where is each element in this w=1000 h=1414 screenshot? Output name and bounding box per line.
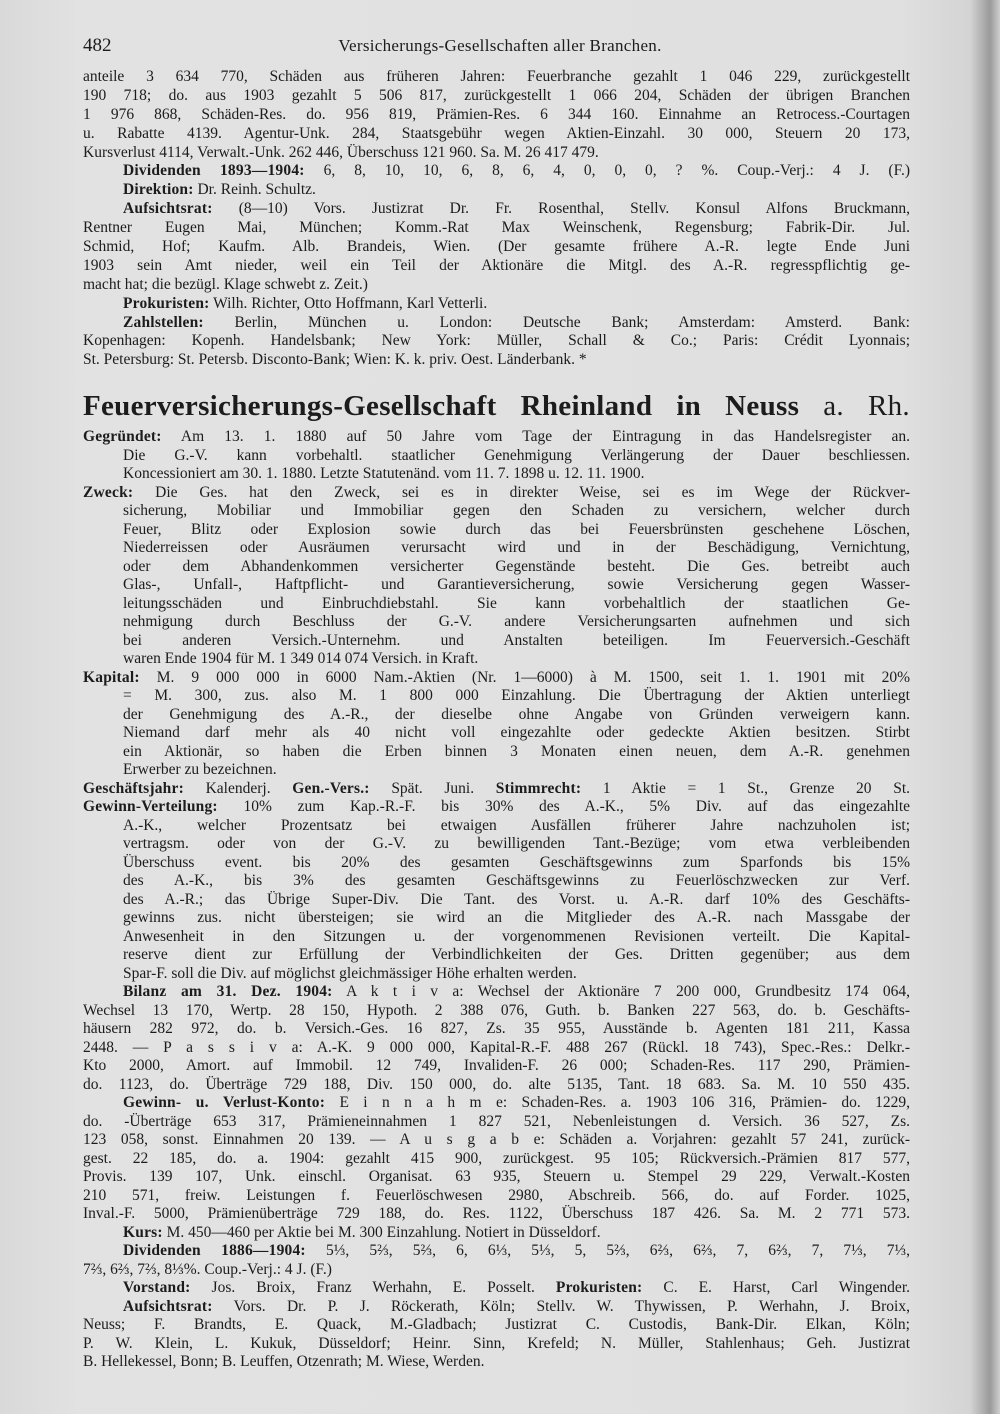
paragraph-line: A.-K., welcher Prozentsatz bei etwaigen Ausfällen früherer Jahre nachzuholen ist;	[123, 816, 910, 834]
section-text: 5⅓, 5⅔, 5⅔, 6, 6⅓, 5⅓, 5, 5⅔, 6⅔, 6⅔, 7, 6⅔, 7, 7⅓, 7⅓,	[325, 1242, 910, 1259]
section-label: Bilanz am 31. Dez. 1904:	[123, 983, 333, 1000]
paragraph-line: Inval.-F. 5000, Prämienüberträge 729 188, do. Res. 1122, Überschuss 187 426. Sa. M. 2 771 573.	[83, 1205, 910, 1222]
paragraph-line: 1 976 868, Schäden-Res. do. 956 819, Prämien-Res. 6 344 160. Einnahme an Retrocess.-Courtagen	[83, 105, 910, 123]
paragraph-line: = M. 300, zus. also M. 1 800 000 Einzahlung. Die Übertragung der Aktien unterliegt	[123, 687, 910, 704]
section-label: Zweck:	[83, 483, 134, 501]
paragraph-line: Kopenhagen: Kopenh. Handelsbank; New York: Müller, Schall & Co.; Paris: Crédit Lyonnais;	[83, 332, 910, 350]
paragraph-first-line	[83, 162, 910, 181]
paragraph-line: nehmigung durch Beschluss der G.-V. andere Versicherungsarten aufnehmen und sich	[123, 613, 910, 630]
paragraph-line: ein Aktionär, so haben die Erben binnen 3 Monaten einen neuen, dem A.-R. genehmen	[123, 742, 910, 760]
paragraph-line: der Genehmigung des A.-R., der dieselbe ohne Angabe von Gründen verweigern kann.	[123, 705, 910, 723]
section-label: Gewinn- u. Verlust-Konto:	[123, 1094, 326, 1111]
paragraph-line: des A.-R.; das Übrige Super-Div. Die Tant. des Vorst. u. A.-R. darf 10% des Geschäfts-	[123, 890, 910, 908]
paragraph-line: sicherung, Mobiliar und Immobiliar gegen den Schaden zu versichern, welcher durch	[123, 502, 910, 519]
paragraph-line: gest. 22 185, do. a. 1904: gezahlt 415 900, zurückgest. 95 105; Rückversich.-Prämien 817 577,	[83, 1149, 910, 1167]
section-label: Prokuristen:	[555, 1279, 643, 1296]
section-text: 1 Aktie = 1 St., Grenze 20 St.	[602, 779, 910, 797]
section-text: M. 450—460 per Aktie bei M. 300 Einzahlung. Notiert in Düsseldorf.	[166, 1223, 601, 1241]
paragraph-first-line	[83, 1298, 910, 1317]
paragraph-line: B. Hellekessel, Bonn; B. Leuffen, Otzenrath; M. Wiese, Werden.	[83, 1353, 485, 1370]
section-label: Dividenden 1893—1904:	[123, 162, 305, 180]
paragraph-line: 210 571, freiw. Leistungen f. Feuerlöschwesen 2980, Abschreib. 566, do. auf Forder. 1025,	[83, 1186, 910, 1204]
section-text: Wilh. Richter, Otto Hoffmann, Karl Vetterli.	[213, 294, 488, 312]
section-text: anteile 3 634 770, Schäden aus früheren Jahren: Feuerbranche gezahlt 1 046 229, zurückgestellt	[83, 68, 910, 85]
section-label: Dividenden 1886—1904:	[123, 1242, 306, 1259]
paragraph-first-line	[83, 484, 910, 503]
section-text: Dr. Reinh. Schultz.	[197, 181, 316, 199]
entry-title-name: Feuerversicherungs-Gesellschaft Rheinland in Neuss	[83, 390, 800, 422]
section-label: Gegründet:	[83, 428, 162, 445]
paragraph-line: P. W. Klein, L. Kukuk, Düsseldorf; Heinr. Sinn, Krefeld; N. Müller, Stahlenhaus; Geh. Justizrat	[83, 1334, 910, 1352]
section-label: Gewinn-Verteilung:	[83, 798, 218, 815]
paragraph-line: u. Rabatte 4139. Agentur-Unk. 284, Staatsgebühr wegen Aktien-Einzahl. 30 000, Steuern 20 173,	[83, 124, 910, 142]
paragraph-line: 190 718; do. aus 1903 gezahlt 5 506 817, zurückgestellt 1 066 204, Schäden der übrigen Branchen	[83, 86, 910, 104]
previous-entry-paragraphs	[83, 68, 910, 370]
paragraph-line: do. -Überträge 653 317, Prämieneinnahmen 1 827 521, Nebenleistungen d. Versich. 36 527, Zs.	[83, 1112, 910, 1130]
paragraph-line: Niemand darf mehr als 40 nicht voll eingezahlte oder gedeckte Aktien besitzen. Stirbt	[123, 724, 910, 741]
section-text: E i n n a h m e: Schaden-Res. a. 1903 106 316, Prämien- do. 1229,	[339, 1094, 910, 1111]
paragraph-line: macht hat; die bezügl. Klage schwebt z. Zeit.)	[83, 275, 368, 293]
paragraph-line: Provis. 139 107, Unk. einschl. Organisat. 63 935, Steuern u. Stempel 29 229, Verwalt.-Kosten	[83, 1168, 910, 1185]
paragraph-line: vertragsm. oder von der G.-V. zu bewilligenden Tant.-Bezüge; vom etwa verbleibenden	[123, 835, 910, 852]
running-title: Versicherungs-Gesellschaften aller Branchen.	[338, 36, 662, 55]
section-label: Aufsichtsrat:	[123, 1297, 213, 1315]
paragraph-line: St. Petersburg: St. Petersb. Disconto-Bank; Wien: K. k. priv. Oest. Länderbank. *	[83, 351, 587, 369]
entry-body	[83, 428, 910, 1372]
paragraph-line: 1903 sein Amt nieder, weil ein Teil der Aktionäre die Mitgl. des A.-R. regresspflichtig ge-	[83, 256, 910, 274]
paragraph-line: Glas-, Unfall-, Haftpflicht- und Garantieversicherung, sowie Versicherung gegen Wasser-	[123, 576, 910, 593]
paragraph-first-line	[83, 68, 910, 87]
section-text: 10% zum Kap.-R.-F. bis 30% des A.-K., 5% Div. auf das eingezahlte	[243, 798, 910, 815]
paragraph-first-line	[83, 1242, 910, 1261]
section-text: Spät. Juni.	[391, 779, 475, 797]
section-text: Berlin, München u. London: Deutsche Bank; Amsterdam: Amsterd. Bank:	[234, 313, 910, 331]
paragraph-line: waren Ende 1904 für M. 1 349 014 074 Versich. in Kraft.	[123, 650, 479, 667]
paragraph-line: Anwesenheit in den Sitzungen u. der vorgenommenen Revisionen verteilt. Die Kapital-	[123, 927, 910, 945]
paragraph-line: 123 058, sonst. Einnahmen 20 139. — A u s g a b e: Schäden a. Vorjahren: gezahlt 57 241, zurück-	[83, 1131, 910, 1148]
paragraph-line: des A.-K., bis 3% des gesamten Geschäftsgewinns zu Feuerlöschzwecken zur Verf.	[123, 872, 910, 889]
paragraph-line: leitungsschäden und Einbruchdiebstahl. Sie kann vorbehaltlich der staatlichen Ge-	[123, 594, 910, 612]
section-text: Vors. Dr. P. J. Röckerath, Köln; Stellv. W. Thywissen, P. Werhahn, J. Broix,	[233, 1297, 910, 1315]
section-text: A k t i v a: Wechsel der Aktionäre 7 200 000, Grundbesitz 174 064,	[346, 983, 910, 1000]
section-label: Prokuristen:	[123, 294, 210, 312]
entry-indented-paragraphs	[83, 983, 910, 1372]
paragraph-first-line	[83, 314, 910, 333]
paragraph-line: Koncessioniert am 30. 1. 1880. Letzte Statutenänd. vom 11. 7. 1898 u. 12. 11. 1900.	[123, 465, 645, 482]
paragraph-line: 2448. — P a s s i v a: A.-K. 9 000 000, Kapital-R.-F. 488 267 (Rückl. 18 743), Spec.-Res.: Delkr.-	[83, 1038, 910, 1056]
paragraph-line: bei anderen Versich.-Unternehm. und Anstalten beteiligen. Im Feuerversich.-Geschäft	[123, 631, 910, 649]
paragraph-line: 7⅔, 6⅔, 7⅔, 8⅓%. Coup.-Verj.: 4 J. (F.)	[83, 1260, 332, 1278]
paragraph-first-line	[83, 181, 910, 200]
paragraph-line: reserve dient zur Erfüllung der Verbindlichkeiten der Ges. Dritten gegenüber; aus dem	[123, 946, 910, 963]
paragraph-line: Neuss; F. Brandts, E. Quack, M.-Gladbach; Justizrat C. Custodis, Bank-Dir. Elkan, Köln;	[83, 1316, 910, 1333]
section-label: Direktion:	[123, 181, 194, 199]
paragraph-line: häusern 282 972, do. b. Versich.-Ges. 16 827, Zs. 35 955, Ausstände b. Agenten 181 211, Kassa	[83, 1020, 910, 1037]
section-text: M. 9 000 000 in 6000 Nam.-Aktien (Nr. 1—6000) à M. 1500, seit 1. 1. 1901 mit 20%	[156, 668, 910, 686]
section-label: Zahlstellen:	[123, 313, 204, 331]
previous-entry-continuation	[83, 68, 910, 370]
paragraph-line: Rentner Eugen Mai, München; Komm.-Rat Max Weinschenk, Regensburg; Fabrik-Dir. Jul.	[83, 219, 910, 237]
paragraph-first-line	[83, 295, 910, 314]
paragraph-line: Erwerber zu bezeichnen.	[123, 761, 277, 778]
paragraph-line: Überschuss event. bis 20% des gesamten Geschäftsgewinns zum Sparfonds bis 15%	[123, 853, 910, 871]
paragraph-first-line	[83, 200, 910, 219]
page-number: 482	[83, 35, 112, 56]
section-text: Die Ges. hat den Zweck, sei es in direkter Weise, sei es im Wege der Rückver-	[155, 483, 910, 501]
section-label: Kurs:	[123, 1223, 163, 1241]
paragraph-first-line	[83, 1094, 910, 1113]
paragraph-line: Wechsel 13 170, Wertp. 28 150, Hypoth. 2 388 076, Guth. b. Banken 227 563, do. b. Geschäfts-	[83, 1001, 910, 1019]
section-label: Gen.-Vers.:	[292, 779, 370, 797]
paragraph-first-line	[83, 983, 910, 1002]
section-text: C. E. Harst, Carl Wingender.	[663, 1279, 910, 1296]
section-label: Vorstand:	[123, 1279, 191, 1296]
paragraph-first-line	[83, 798, 910, 817]
paragraph-line: Kursverlust 4114, Verwalt.-Unk. 262 446, Überschuss 121 960. Sa. M. 26 417 479.	[83, 143, 599, 161]
section-label: Stimmrecht:	[495, 779, 582, 797]
section-text: Jos. Broix, Franz Werhahn, E. Posselt.	[211, 1279, 535, 1296]
paragraph-line: Schmid, Hof; Kaufm. Alb. Brandeis, Wien. (Der gesamte frühere A.-R. legte Ende Juni	[83, 238, 910, 256]
section-text: (8—10) Vors. Justizrat Dr. Fr. Rosenthal, Stellv. Konsul Alfons Bruckmann,	[238, 200, 910, 218]
entry-title-suffix: a. Rh.	[823, 390, 910, 422]
section-label: Aufsichtsrat:	[123, 200, 213, 218]
paragraph-first-line	[83, 780, 910, 799]
paragraph-line: gewinns zus. nicht übersteigen; sie wird an die Mitglieder des A.-R. nach Massgabe der	[123, 909, 910, 926]
entry-title	[83, 388, 910, 424]
section-text: Am 13. 1. 1880 auf 50 Jahre vom Tage der Eintragung in das Handelsregister an.	[180, 428, 910, 445]
paragraph-first-line	[83, 669, 910, 688]
paragraph-line: oder dem Abhandenkommen versicherter Gegenstände besteht. Die Ges. betreibt auch	[123, 557, 910, 575]
section-label: Geschäftsjahr:	[83, 779, 184, 797]
paragraph-line: Niederreissen oder Ausräumen verursacht wird und in der Beschädigung, Vernichtung,	[123, 539, 910, 556]
paragraph-line: Feuer, Blitz oder Explosion sowie durch das bei Feuersbrünsten geschehene Löschen,	[123, 520, 910, 538]
paragraph-line: Die G.-V. kann vorbehaltl. staatlicher Genehmigung Verlängerung der Dauer beschliessen.	[123, 446, 910, 464]
entry-hanging-paragraphs	[83, 428, 910, 983]
section-label: Kapital:	[83, 668, 140, 686]
section-text: Kalenderj.	[205, 779, 271, 797]
paragraph-line: Spar-F. soll die Div. auf möglichst gleichmässiger Höhe erhalten werden.	[123, 964, 577, 982]
section-text: 6, 8, 10, 10, 6, 8, 6, 4, 0, 0, 0, ? %. Coup.-Verj.: 4 J. (F.)	[323, 162, 910, 180]
paragraph-first-line	[83, 428, 910, 447]
paragraph-first-line	[83, 1279, 910, 1298]
paragraph-line: Kto 2000, Amort. auf Immobil. 12 749, Invaliden-F. 26 000; Schaden-Res. 117 290, Prämien-	[83, 1057, 910, 1074]
paragraph-line: do. 1123, do. Überträge 729 188, Div. 150 000, do. alte 5135, Tant. 18 683. Sa. M. 10 550 435.	[83, 1075, 910, 1093]
paragraph-first-line	[83, 1224, 910, 1243]
